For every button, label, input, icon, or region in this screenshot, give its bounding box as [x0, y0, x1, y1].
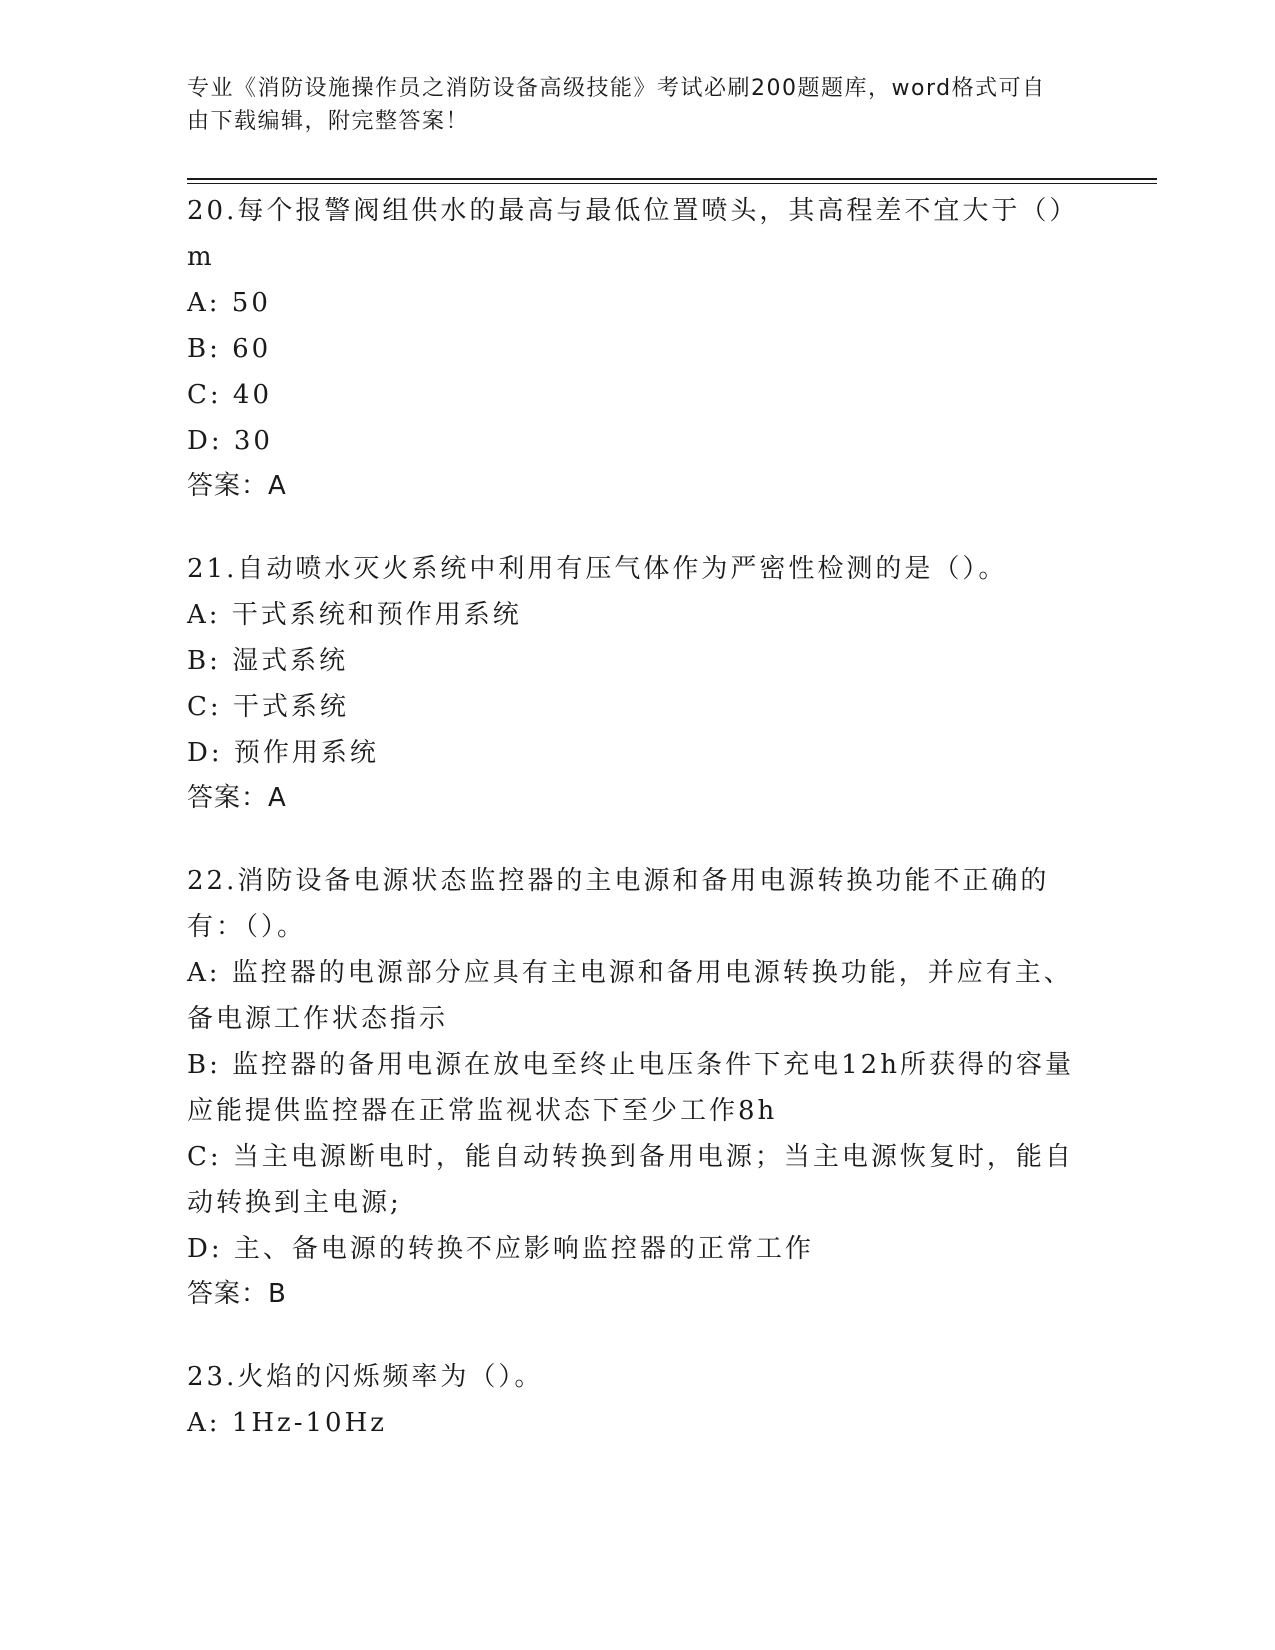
header-rule-thick — [187, 178, 1157, 180]
option-d: D: 主、备电源的转换不应影响监控器的正常工作 — [187, 1234, 814, 1264]
question-23 — [187, 1354, 1087, 1446]
option-a: A: 监控器的电源部分应具有主电源和备用电源转换功能，并应有主、备电源工作状态指示 — [187, 958, 1073, 1034]
option-b: B: 湿式系统 — [187, 646, 349, 676]
question-stem: 21.自动喷水灭火系统中利用有压气体作为严密性检测的是（）。 — [187, 554, 1008, 584]
option-b: B: 60 — [187, 334, 272, 364]
option-b: B: 监控器的备用电源在放电至终止电压条件下充电12h所获得的容量应能提供监控器在正常监视状态下至少工作8h — [187, 1050, 1074, 1126]
answer: 答案：A — [187, 471, 287, 501]
question-stem: 23.火焰的闪烁频率为（）。 — [187, 1362, 544, 1392]
answer: 答案：B — [187, 1279, 287, 1309]
option-a: A: 50 — [187, 288, 271, 318]
header-rule-thin — [187, 183, 1157, 184]
question-stem: 22.消防设备电源状态监控器的主电源和备用电源转换功能不正确的有：（）。 — [187, 866, 1050, 942]
option-c: C: 干式系统 — [187, 692, 349, 722]
document-header — [187, 72, 1067, 138]
option-c: C: 40 — [187, 380, 273, 410]
question-stem: 20.每个报警阀组供水的最高与最低位置喷头，其高程差不宜大于（）m — [187, 196, 1079, 272]
question-20 — [187, 188, 1087, 508]
header-text: 专业《消防设施操作员之消防设备高级技能》考试必刷200题题库，word格式可自由下载编辑，附完整答案！ — [187, 76, 1046, 134]
question-22 — [187, 858, 1087, 1316]
option-a: A: 1Hz-10Hz — [187, 1408, 387, 1438]
option-a: A: 干式系统和预作用系统 — [187, 600, 522, 630]
option-d: D: 30 — [187, 426, 273, 456]
question-21 — [187, 546, 1087, 820]
question-list — [187, 188, 1087, 1484]
option-c: C: 当主电源断电时，能自动转换到备用电源；当主电源恢复时，能自动转换到主电源; — [187, 1142, 1074, 1218]
answer: 答案：A — [187, 783, 287, 813]
option-d: D: 预作用系统 — [187, 738, 379, 768]
